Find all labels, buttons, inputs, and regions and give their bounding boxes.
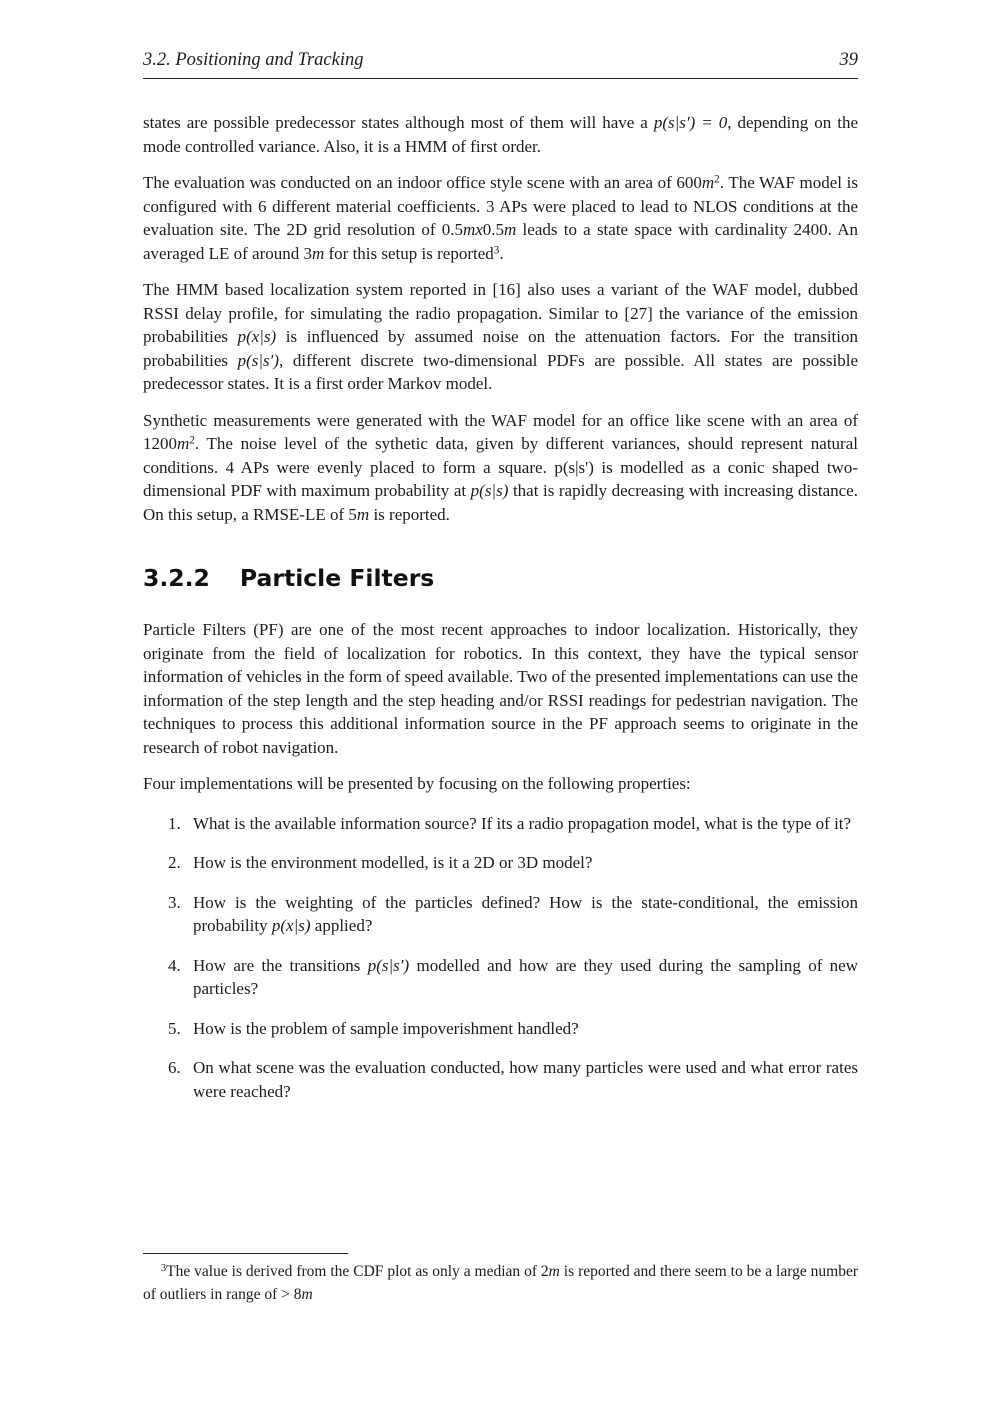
paragraph-4: Synthetic measurements were generated with the WAF model for an office like scene with an area of $1200m^2$. The noise level of the sythetic data, given by different variances, should represent natural conditions. 4 APs were evenly placed to form a square. p(s|s') is modelled as a conic shaped two-dimensional PDF with maximum probability at p(s|s) that is rapidly decreasing with increasing distance. On this setup, a RMSE-LE of 5m is reported. [143, 410, 858, 524]
list-item-number: 6. [168, 1058, 181, 1077]
section-heading [143, 564, 858, 592]
paragraph-2: The evaluation was conducted on an indoor office style scene with an area of $600m^2$. The WAF model is configured with 6 different material coefficients. 3 APs were placed to lead to NLOS conditions at the evaluation site. The 2D grid resolution of 0.5mx0.5m leads to a state space with cardinality 2400. An averaged LE of around 3m for this setup is reported$^3$. [143, 173, 858, 263]
list-item-text: How is the environment modelled, is it a 2D or 3D model? [193, 853, 593, 872]
page-content [143, 48, 858, 1103]
footnote [143, 1253, 858, 1306]
list-item-text: What is the available information source? If its a radio propagation model, what is the type of it? [193, 813, 852, 833]
section-title: Particle Filters [239, 564, 435, 592]
page-header [143, 48, 858, 79]
list-item-3 [143, 891, 858, 938]
list-item-number: 3. [168, 892, 181, 912]
list-item-number: 2. [168, 853, 181, 872]
list-item-number: 5. [168, 1018, 181, 1038]
running-title: 3.2. Positioning and Tracking [143, 50, 364, 70]
list-item-text: How is the weighting of the particles defined? How is the state-conditional, the emission probability p(x|s) applied? [193, 892, 858, 935]
section-number: 3.2.2 [143, 564, 210, 592]
paragraph-6: Four implementations will be presented by focusing on the following properties: [143, 774, 691, 793]
list-item-2 [143, 851, 858, 875]
numbered-list [143, 812, 858, 1104]
list-item-number: 4. [168, 955, 181, 975]
list-item-5 [143, 1017, 858, 1041]
paragraph-1: states are possible predecessor states although most of them will have a p(s|s′) = 0, depending on the mode controlled variance. Also, it is a HMM of first order. [143, 113, 858, 156]
list-item-4 [143, 954, 858, 1001]
list-item-number: 1. [168, 813, 181, 833]
page-number: 39 [839, 50, 858, 70]
footnote-rule [143, 1253, 348, 1254]
list-item-text: How is the problem of sample impoverishment handled? [193, 1018, 579, 1038]
list-item-6 [143, 1056, 858, 1103]
footnote-text: $^3$The value is derived from the CDF plot as only a median of 2m is reported and there seem to be a large number of outliers in range of > 8m [143, 1262, 858, 1303]
paragraph-5: Particle Filters (PF) are one of the most recent approaches to indoor localization. Historically, they originate from the field of localization for robotics. In this context, they have the typical sensor information of vehicles in the form of speed available. Two of the presented implementations can use the information of the step length and the step heading and/or RSSI readings for pedestrian navigation. The techniques to process this additional information source in the PF approach seems to originate in the research of robot navigation. [143, 620, 858, 757]
list-item-text: On what scene was the evaluation conducted, how many particles were used and what error rates were reached? [193, 1058, 858, 1101]
list-item-text: How are the transitions p(s|s′) modelled and how are they used during the sampling of new particles? [193, 955, 859, 998]
list-item-1 [143, 812, 858, 836]
paragraph-3: The HMM based localization system reported in [16] also uses a variant of the WAF model, dubbed RSSI delay profile, for simulating the radio propagation. Similar to [27] the variance of the emission probabilities p(x|s) is influenced by assumed noise on the attenuation factors. For the transition probabilities p(s|s′), different discrete two-dimensional PDFs are possible. All states are possible predecessor states. It is a first order Markov model. [143, 280, 859, 393]
